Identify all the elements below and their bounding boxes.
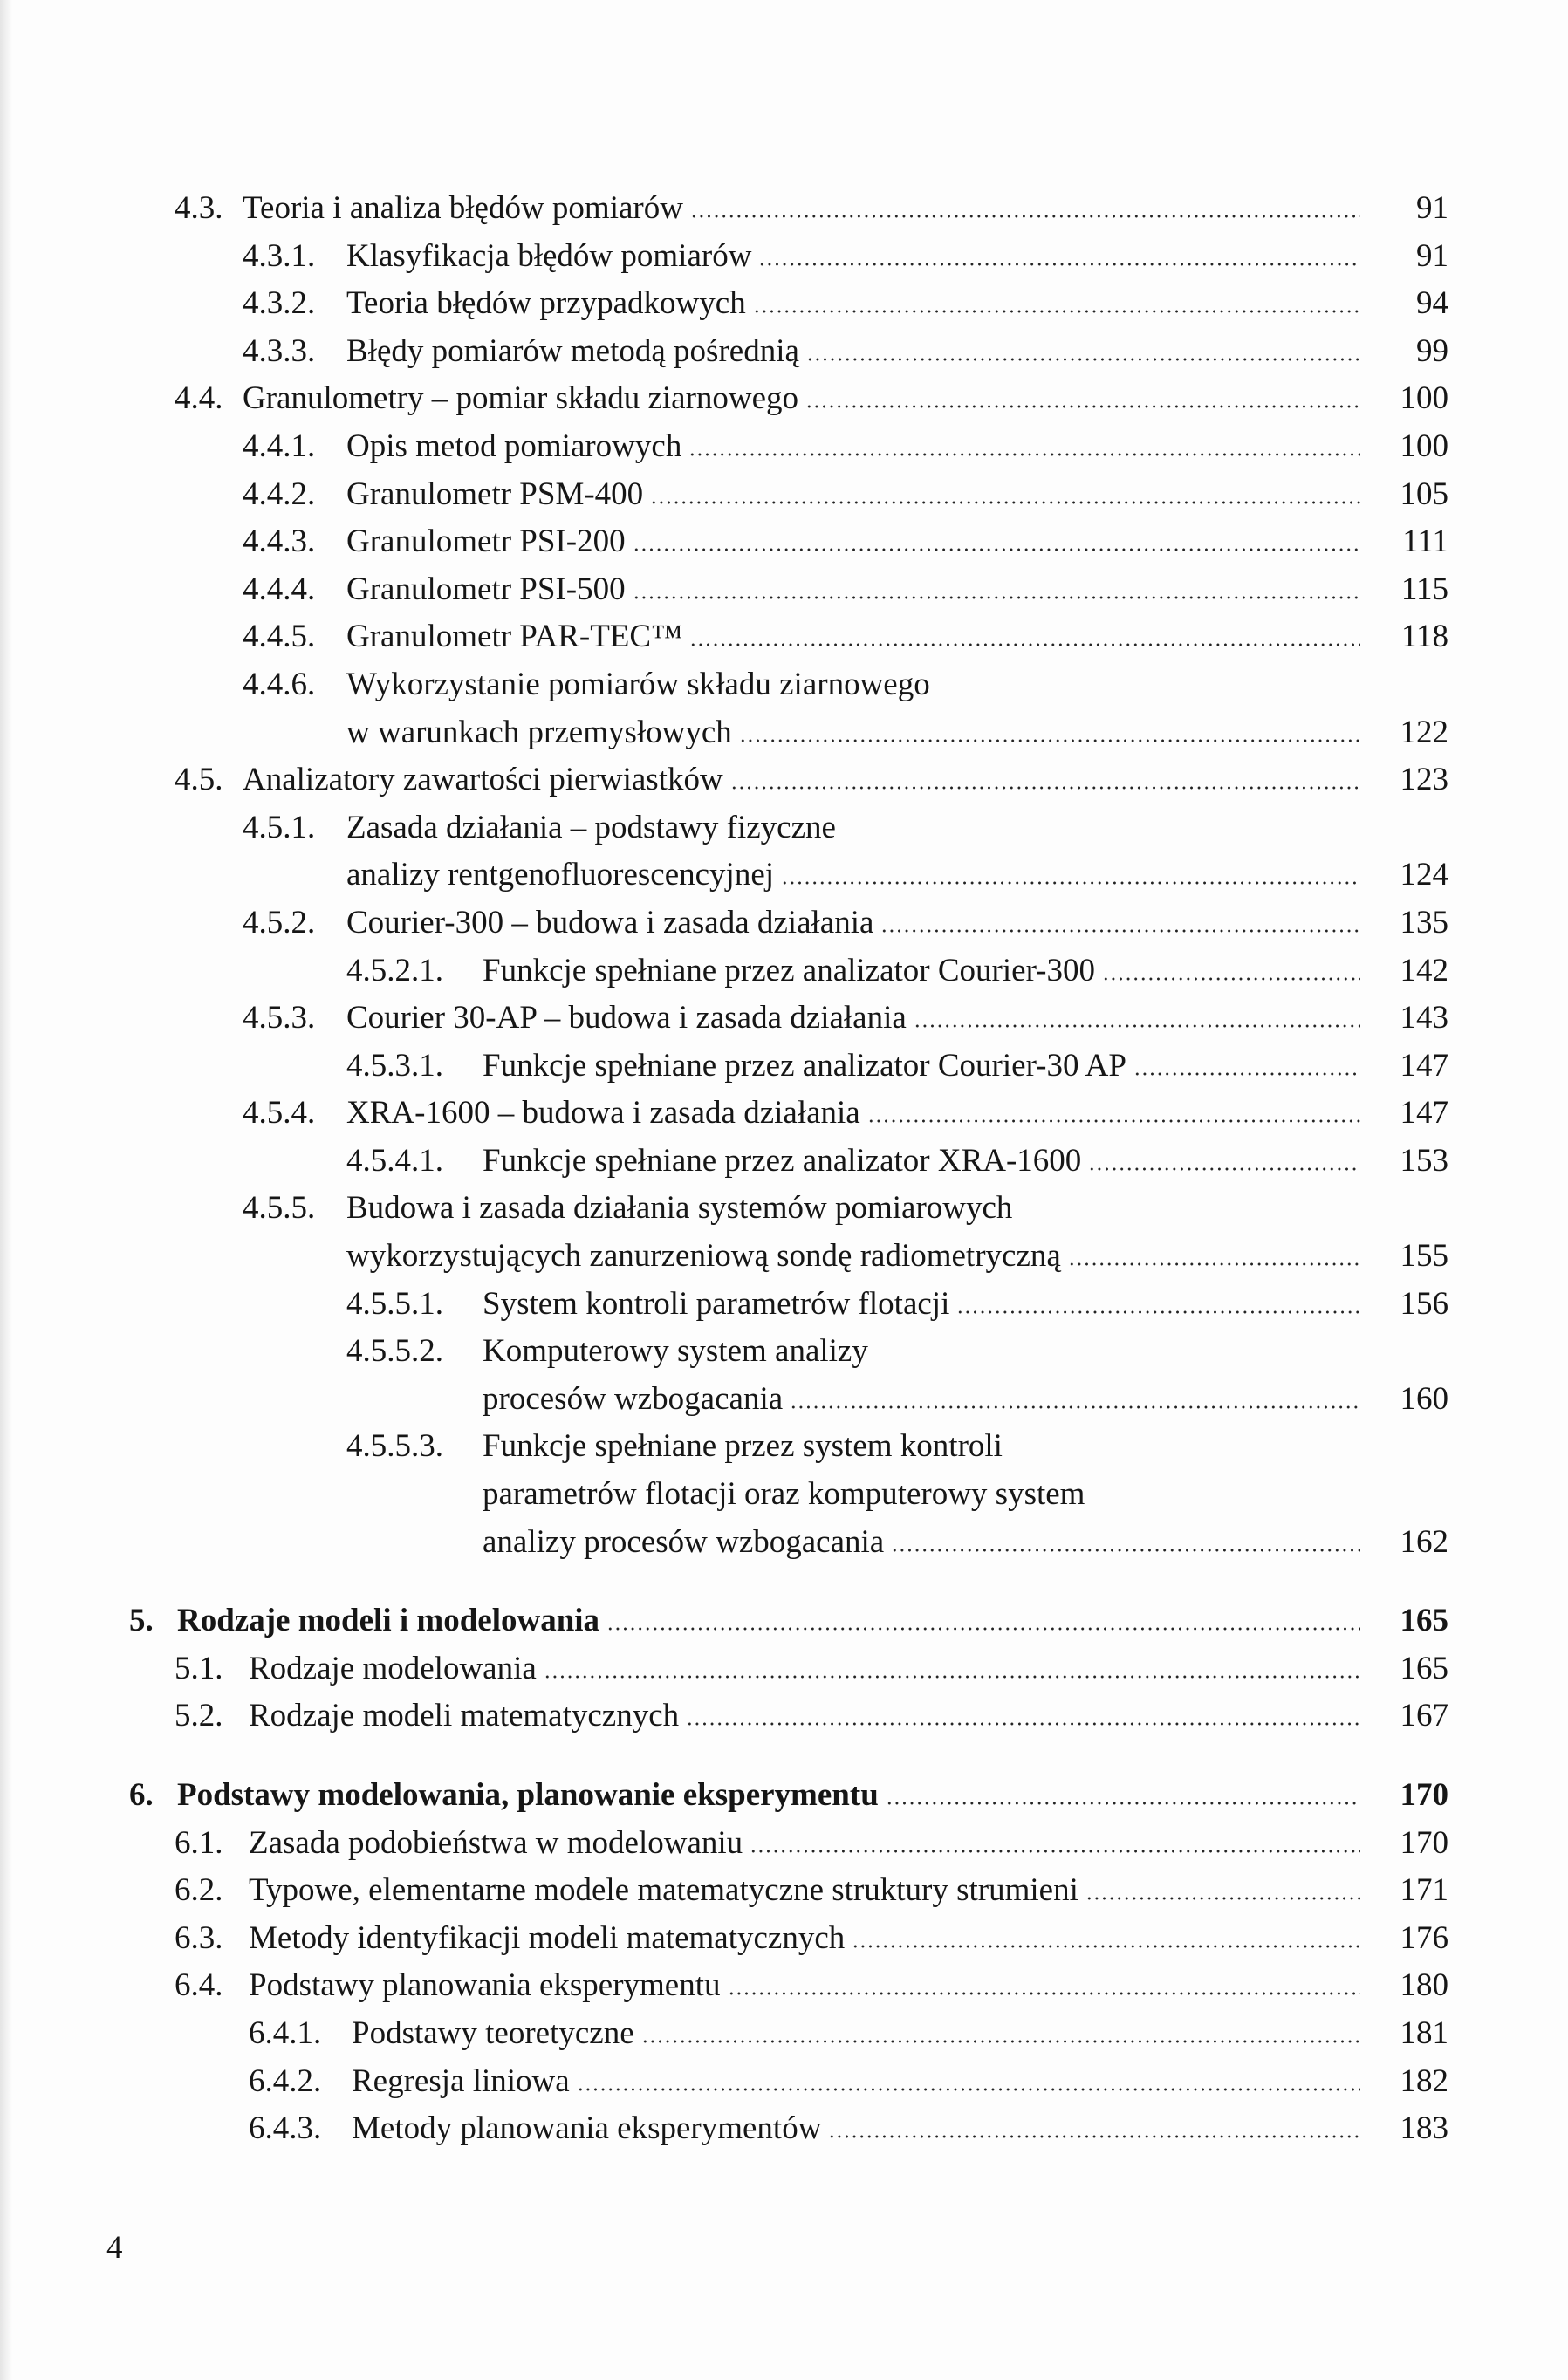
toc-entry-title: wykorzystujących zanurzeniową sondę radiometryczną: [346, 1238, 1061, 1275]
toc-entry-title: Courier-300 – budowa i zasada działania: [346, 904, 874, 940]
toc-entry-title: Funkcje spełniane przez analizator Courier-30 AP: [483, 1047, 1126, 1084]
toc-entry-page: 167: [1400, 1698, 1448, 1734]
toc-entry: [0, 566, 1448, 614]
toc-entry-title: Analizatory zawartości pierwiastków: [243, 762, 723, 798]
dot-leader: [781, 881, 1360, 885]
toc-entry: [0, 1043, 1448, 1091]
toc-entry-title: analizy procesów wzbogacania: [483, 1523, 885, 1560]
dot-leader: [867, 1119, 1360, 1123]
toc-entry-title: Wykorzystanie pomiarów składu ziarnowego: [346, 666, 930, 702]
toc-entry-title: procesów wzbogacania: [483, 1380, 784, 1417]
toc-entry-number: 4.4.6.: [243, 666, 316, 702]
dot-leader: [690, 215, 1360, 218]
toc-entry-title: Metody identyfikacji modeli matematycznych: [249, 1919, 846, 1956]
toc-entry-title: Zasada podobieństwa w modelowaniu: [249, 1824, 743, 1861]
toc-entry-title: Podstawy teoretyczne: [352, 2014, 634, 2051]
toc-entry-title: Rodzaje modelowania: [249, 1650, 537, 1686]
toc-entry-page: 91: [1416, 190, 1448, 226]
dot-leader: [880, 929, 1360, 933]
toc-entry: [0, 1423, 1448, 1566]
toc-entry-title: Podstawy planowania eksperymentu: [249, 1967, 721, 2004]
dot-leader: [633, 548, 1360, 551]
page-number: 4: [106, 2230, 123, 2266]
toc-entry-page: 111: [1402, 523, 1448, 560]
toc-entry-number: 4.3.1.: [243, 237, 316, 274]
toc-entry-number: 4.5.3.: [243, 1000, 316, 1036]
toc-entry-number: 6.3.: [175, 1919, 223, 1956]
toc-entry: [0, 1693, 1448, 1741]
toc-entry-number: 5.2.: [175, 1698, 223, 1734]
dot-leader: [828, 2135, 1360, 2138]
toc-entry-title: Rodzaje modeli matematycznych: [249, 1698, 680, 1734]
toc-entry: [0, 423, 1448, 471]
toc-entry-number: 4.5.: [175, 762, 223, 798]
toc-entry-number: 6.4.: [175, 1967, 223, 2004]
toc-entry: [0, 233, 1448, 281]
dot-leader: [956, 1310, 1360, 1314]
dot-leader: [1085, 1897, 1360, 1900]
toc-entry: [0, 995, 1448, 1043]
toc-entry-title: Funkcje spełniane przez system kontroli: [483, 1428, 1003, 1465]
toc-entry-title: Funkcje spełniane przez analizator XRA-1600: [483, 1142, 1082, 1179]
toc-entry: [0, 518, 1448, 566]
toc-entry-title: Typowe, elementarne modele matematyczne struktury strumieni: [249, 1872, 1078, 1909]
dot-leader: [758, 263, 1360, 266]
toc-entry-number: 4.3.3.: [243, 332, 316, 369]
toc-entry: [0, 613, 1448, 661]
toc-entry-number: 4.5.4.: [243, 1095, 316, 1132]
dot-leader: [1133, 1072, 1360, 1076]
toc-entry: [0, 756, 1448, 804]
toc-entry-number: 4.4.1.: [243, 427, 316, 464]
toc-entry-number: 6.2.: [175, 1872, 223, 1909]
dot-leader: [650, 501, 1360, 504]
toc-entry-number: 4.5.5.2.: [346, 1333, 443, 1370]
toc-entry-title: Komputerowy system analizy: [483, 1333, 868, 1370]
toc-entry-title: Granulometr PSM-400: [346, 475, 644, 512]
toc-entry-title: parametrów flotacji oraz komputerowy system: [483, 1476, 1085, 1513]
toc-entry-title: Granulometr PAR-TEC™: [346, 619, 683, 655]
toc-entry: [0, 471, 1448, 519]
toc-entry-title: Metody planowania eksperymentów: [352, 2110, 822, 2147]
toc-entry-number: 5.: [129, 1603, 154, 1639]
dot-leader: [1088, 1167, 1360, 1171]
toc-entry-title: Granulometr PSI-500: [346, 571, 626, 607]
toc-entry-number: 4.5.5.: [243, 1190, 316, 1227]
dot-leader: [728, 1992, 1361, 1995]
toc-entry: [0, 899, 1448, 947]
toc-entry-page: 183: [1400, 2110, 1448, 2147]
toc-entry-page: 100: [1400, 427, 1448, 464]
toc-entry-title: XRA-1600 – budowa i zasada działania: [346, 1095, 860, 1132]
toc-entry-number: 6.1.: [175, 1824, 223, 1861]
toc-entry-page: 122: [1400, 714, 1448, 750]
toc-entry: [0, 328, 1448, 376]
toc-entry-number: 4.5.5.3.: [346, 1428, 443, 1465]
toc-entry-title: Rodzaje modeli i modelowania: [177, 1603, 600, 1639]
toc-entry-number: 4.4.3.: [243, 523, 316, 560]
toc-entry-page: 170: [1400, 1824, 1448, 1861]
toc-entry-page: 143: [1400, 1000, 1448, 1036]
toc-entry-page: 91: [1416, 237, 1448, 274]
toc-entry-number: 6.4.2.: [249, 2062, 322, 2099]
toc-entry-page: 142: [1400, 952, 1448, 988]
dot-leader: [1102, 977, 1360, 981]
toc-entry-title: Opis metod pomiarowych: [346, 427, 682, 464]
dot-leader: [577, 2088, 1360, 2091]
toc-entry-page: 155: [1400, 1238, 1448, 1275]
toc-entry-number: 4.5.3.1.: [346, 1047, 443, 1084]
dot-leader: [544, 1675, 1360, 1679]
toc-entry-number: 4.4.2.: [243, 475, 316, 512]
dot-leader: [891, 1549, 1360, 1552]
toc-entry-page: 162: [1400, 1523, 1448, 1560]
toc-entry-page: 105: [1400, 475, 1448, 512]
toc-entry: [0, 2010, 1448, 2058]
toc-entry: [0, 1645, 1448, 1693]
toc-entry-page: 147: [1400, 1095, 1448, 1132]
toc-entry: [0, 2105, 1448, 2153]
toc-entry-number: 5.1.: [175, 1650, 223, 1686]
toc-entry-title: Teoria błędów przypadkowych: [346, 285, 746, 322]
toc-entry: [0, 804, 1448, 899]
toc-entry-page: 182: [1400, 2062, 1448, 2099]
toc-entry-title: System kontroli parametrów flotacji: [483, 1285, 950, 1322]
toc-entry-page: 118: [1400, 619, 1448, 655]
toc-entry-title: analizy rentgenofluorescencyjnej: [346, 857, 775, 893]
toc-entry-page: 165: [1400, 1650, 1448, 1686]
toc-entry: [0, 1185, 1448, 1280]
toc-entry-title: Granulometr PSI-200: [346, 523, 626, 560]
toc-entry-number: 4.3.2.: [243, 285, 316, 322]
toc-entry: [0, 1820, 1448, 1868]
toc-entry: [0, 185, 1448, 233]
toc-entry-title: Błędy pomiarów metodą pośrednią: [346, 332, 799, 369]
table-of-contents: [0, 185, 1448, 2153]
dot-leader: [606, 1627, 1360, 1631]
toc-entry-number: 4.5.4.1.: [346, 1142, 443, 1179]
toc-entry-page: 147: [1400, 1047, 1448, 1084]
toc-entry: [0, 661, 1448, 756]
dot-leader: [730, 786, 1360, 790]
toc-entry-title: Funkcje spełniane przez analizator Courier-300: [483, 952, 1095, 988]
toc-entry: [0, 1867, 1448, 1915]
toc-entry: [0, 1328, 1448, 1423]
toc-entry-title: Granulometry – pomiar składu ziarnowego: [243, 380, 799, 417]
toc-entry-number: 4.5.1.: [243, 809, 316, 845]
toc-entry-title: Klasyfikacja błędów pomiarów: [346, 237, 752, 274]
dot-leader: [753, 310, 1360, 313]
toc-entry-page: 176: [1400, 1919, 1448, 1956]
dot-leader: [805, 405, 1360, 408]
dot-leader: [790, 1405, 1360, 1409]
toc-entry-page: 124: [1400, 857, 1448, 893]
toc-chapter-entry: [0, 1772, 1448, 1820]
dot-leader: [633, 596, 1360, 599]
toc-entry-number: 4.4.4.: [243, 571, 316, 607]
dot-leader: [750, 1850, 1360, 1853]
toc-entry-number: 4.5.2.: [243, 904, 316, 940]
toc-entry-number: 4.5.5.1.: [346, 1285, 443, 1322]
toc-entry: [0, 1281, 1448, 1329]
toc-entry-title: Zasada działania – podstawy fizyczne: [346, 809, 836, 845]
dot-leader: [686, 1722, 1360, 1726]
toc-entry-page: 94: [1416, 285, 1448, 322]
dot-leader: [1068, 1262, 1360, 1266]
toc-entry-title: Teoria i analiza błędów pomiarów: [243, 190, 683, 226]
toc-entry: [0, 1090, 1448, 1138]
dot-leader: [914, 1024, 1360, 1028]
toc-entry-title: Budowa i zasada działania systemów pomiarowych: [346, 1190, 1013, 1227]
toc-entry-page: 135: [1400, 904, 1448, 940]
dot-leader: [886, 1802, 1360, 1805]
toc-entry-title: Podstawy modelowania, planowanie eksperymentu: [177, 1777, 879, 1813]
dot-leader: [641, 2040, 1360, 2043]
toc-entry-page: 165: [1400, 1603, 1448, 1639]
toc-entry: [0, 1915, 1448, 1963]
toc-entry-page: 170: [1400, 1777, 1448, 1813]
toc-entry-page: 171: [1400, 1872, 1448, 1909]
toc-entry-page: 153: [1400, 1142, 1448, 1179]
dot-leader: [739, 739, 1360, 742]
dot-leader: [689, 643, 1360, 646]
toc-entry-page: 181: [1400, 2014, 1448, 2051]
toc-entry-page: 156: [1400, 1285, 1448, 1322]
toc-entry-page: 100: [1400, 380, 1448, 417]
dot-leader: [688, 453, 1360, 456]
toc-entry-title: Courier 30-AP – budowa i zasada działania: [346, 1000, 907, 1036]
toc-entry-title: Regresja liniowa: [352, 2062, 570, 2099]
toc-entry-number: 6.: [129, 1777, 154, 1813]
dot-leader: [852, 1945, 1360, 1948]
toc-entry-number: 4.5.2.1.: [346, 952, 443, 988]
toc-entry-page: 123: [1400, 762, 1448, 798]
toc-entry: [0, 375, 1448, 423]
toc-entry: [0, 1138, 1448, 1186]
toc-entry-title: w warunkach przemysłowych: [346, 714, 732, 750]
toc-entry: [0, 1962, 1448, 2010]
toc-entry: [0, 2058, 1448, 2106]
toc-entry: [0, 280, 1448, 328]
toc-entry-page: 160: [1400, 1380, 1448, 1417]
toc-chapter-entry: [0, 1597, 1448, 1645]
toc-entry-number: 6.4.1.: [249, 2014, 322, 2051]
toc-entry-page: 115: [1400, 571, 1448, 607]
toc-entry-number: 4.4.: [175, 380, 223, 417]
dot-leader: [806, 358, 1360, 361]
toc-entry-page: 99: [1416, 332, 1448, 369]
toc-entry-number: 4.4.5.: [243, 619, 316, 655]
toc-entry-number: 4.3.: [175, 190, 223, 226]
toc-entry-page: 180: [1400, 1967, 1448, 2004]
toc-entry-number: 6.4.3.: [249, 2110, 322, 2147]
toc-entry: [0, 947, 1448, 995]
